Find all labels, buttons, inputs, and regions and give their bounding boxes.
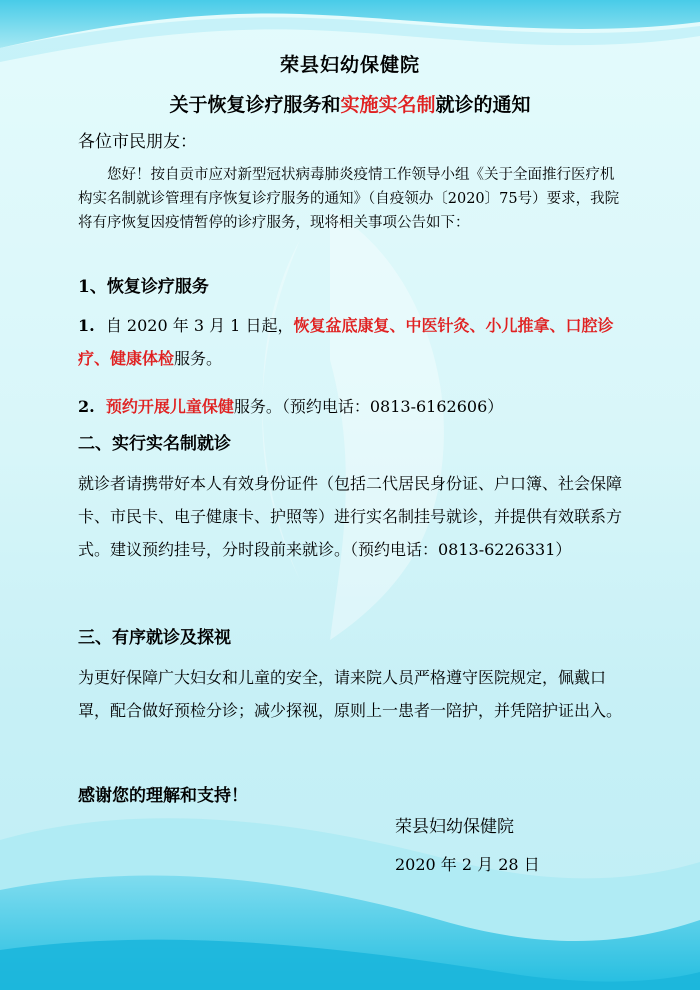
item-highlight: 恢复盆底康复、中医针灸、小儿推拿、口腔诊疗、健康体检 [78, 316, 614, 368]
section-2-heading: 二、实行实名制就诊 [78, 434, 231, 454]
item-highlight: 预约开展儿童保健 [105, 397, 234, 416]
notice-title [0, 96, 700, 115]
item-text: 自 2020 年 3 月 1 日起， [105, 316, 294, 335]
title-highlight: 实施实名制 [340, 94, 436, 116]
section-3-heading: 三、有序就诊及探视 [78, 628, 231, 648]
title-part-1: 关于恢复诊疗服务和 [169, 94, 341, 116]
item-text: 服务。 [174, 349, 223, 368]
section-1-heading: 1、恢复诊疗服务 [78, 277, 209, 297]
item-number: 1. [78, 316, 95, 335]
intro-paragraph: 您好！按自贡市应对新型冠状病毒肺炎疫情工作领导小组《关于全面推行医疗机构实名制就诊管理有序恢复诊疗服务的通知》（自疫领办〔2020〕75号）要求，我院将有序恢复因疫情暂停的诊疗服务，现将相关事项公告如下： [78, 167, 620, 231]
section-1-item-2 [78, 390, 628, 423]
item-text: 服务。（预约电话：0813-6162606） [233, 397, 504, 416]
closing-line: 感谢您的理解和支持！ [78, 786, 248, 806]
org-name: 荣县妇幼保健院 [279, 54, 420, 76]
notice-date: 2020 年 2 月 28 日 [395, 855, 540, 874]
signature: 荣县妇幼保健院 [395, 817, 514, 837]
section-1-item-1 [78, 309, 628, 375]
section-3-body: 为更好保障广大妇女和儿童的安全，请来院人员严格遵守医院规定，佩戴口罩，配合做好预检分诊；减少探视，原则上一患者一陪护，并凭陪护证出入。 [78, 668, 623, 720]
section-2-body: 就诊者请携带好本人有效身份证件（包括二代居民身份证、户口簿、社会保障卡、市民卡、电子健康卡、护照等）进行实名制挂号就诊，并提供有效联系方式。建议预约挂号，分时段前来就诊。（预约电话：0813-6226331） [78, 474, 623, 559]
item-number: 2. [78, 397, 95, 416]
salutation: 各位市民朋友： [78, 132, 197, 152]
title-part-2: 就诊的通知 [435, 94, 531, 116]
